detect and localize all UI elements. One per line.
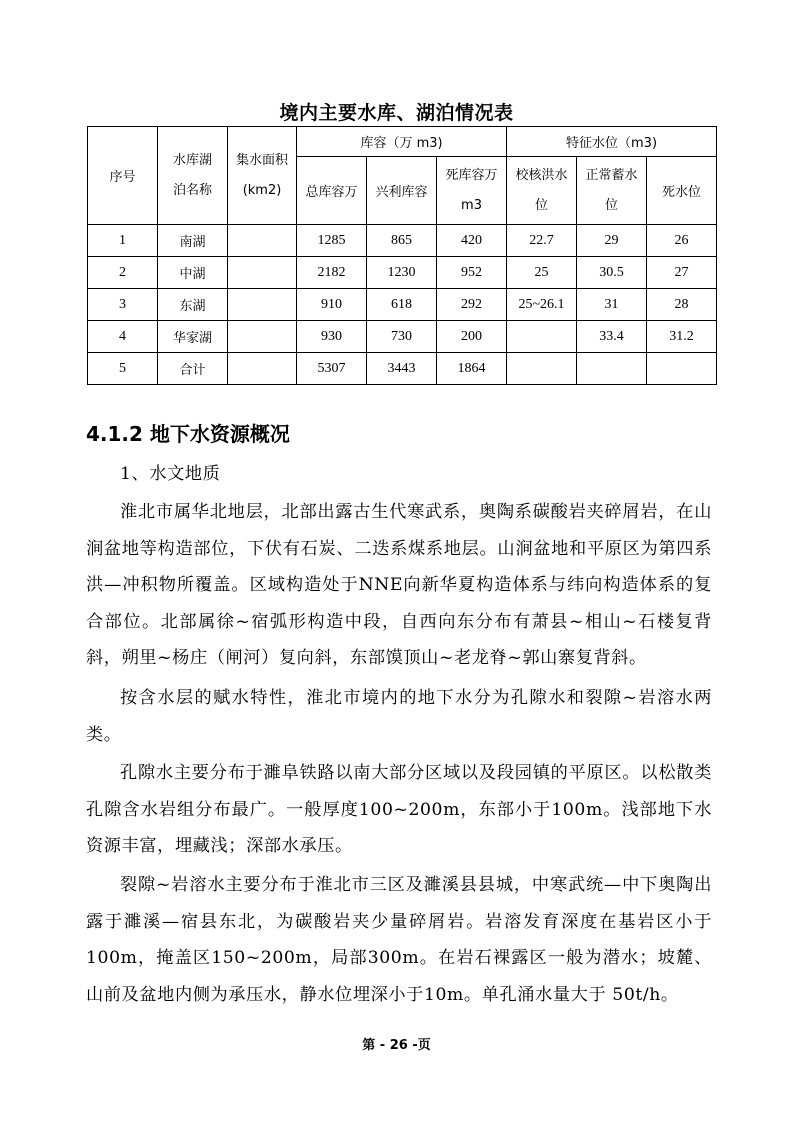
cell-usable: 3443	[367, 353, 437, 385]
cell-usable: 865	[367, 225, 437, 257]
cell-name: 南湖	[158, 225, 228, 257]
table-row	[88, 289, 717, 321]
cell-index: 3	[88, 289, 158, 321]
cell-dead: 200	[437, 321, 507, 353]
cell-usable: 1230	[367, 257, 437, 289]
paragraph: 按含水层的赋水特性，淮北市境内的地下水分为孔隙水和裂隙~岩溶水两类。	[86, 688, 712, 745]
cell-index: 1	[88, 225, 158, 257]
cell-area	[228, 225, 297, 257]
cell-dead: 1864	[437, 353, 507, 385]
cell-area	[228, 289, 297, 321]
cell-index: 2	[88, 257, 158, 289]
table-row	[88, 353, 717, 385]
cell-total: 910	[297, 289, 367, 321]
cell-area	[228, 257, 297, 289]
paragraph: 孔隙水主要分布于濉阜铁路以南大部分区域以及段园镇的平原区。以松散类孔隙含水岩组分布最广。一般厚度100~200m，东部小于100m。浅部地下水资源丰富，埋藏浅；深部水承压。	[86, 763, 712, 856]
cell-dead-level: 31.2	[647, 321, 717, 353]
cell-total: 1285	[297, 225, 367, 257]
paragraph: 裂隙~岩溶水主要分布于淮北市三区及濉溪县县城，中寒武统—中下奥陶出露于濉溪—宿县东北，为碳酸岩夹少量碎屑岩。岩溶发育深度在基岩区小于100m，掩盖区150~200m，局部300m。在岩石裸露区一般为潜水；坡麓、山前及盆地内侧为承压水，静水位埋深小于10m。单孔涌水量大于 50t/h。	[86, 875, 712, 1005]
cell-check: 25	[507, 257, 577, 289]
table-body	[88, 225, 717, 385]
cell-normal	[577, 353, 647, 385]
paragraph: 淮北市属华北地层，北部出露古生代寒武系，奥陶系碳酸岩夹碎屑岩，在山涧盆地等构造部位，下伏有石炭、二迭系煤系地层。山涧盆地和平原区为第四系洪—冲积物所覆盖。区域构造处于NNE向新华夏构造体系与纬向构造体系的复合部位。北部属徐~宿弧形构造中段，自西向东分布有萧县~相山~石楼复背斜，朔里~杨庄（闸河）复向斜，东部馍顶山~老龙脊~郭山寨复背斜。	[86, 502, 712, 668]
cell-area	[228, 353, 297, 385]
cell-total: 930	[297, 321, 367, 353]
cell-name: 合计	[158, 353, 228, 385]
cell-usable: 730	[367, 321, 437, 353]
cell-name: 华家湖	[158, 321, 228, 353]
header-capacity: 库容（万 m3)	[297, 127, 507, 157]
cell-name: 中湖	[158, 257, 228, 289]
cell-dead-level: 27	[647, 257, 717, 289]
subheading: 1、水文地质	[120, 464, 221, 484]
header-normal: 正常蓄水位	[577, 157, 647, 225]
table-row	[88, 225, 717, 257]
cell-check: 25~26.1	[507, 289, 577, 321]
cell-dead-level: 28	[647, 289, 717, 321]
header-usable: 兴利库容	[367, 157, 437, 225]
cell-total: 2182	[297, 257, 367, 289]
reservoir-table	[87, 126, 717, 385]
cell-usable: 618	[367, 289, 437, 321]
cell-normal: 29	[577, 225, 647, 257]
cell-area	[228, 321, 297, 353]
header-dead-level: 死水位	[647, 157, 717, 225]
table-row	[88, 321, 717, 353]
cell-dead: 420	[437, 225, 507, 257]
header-area: 集水面积(km2)	[228, 127, 297, 225]
header-name: 水库湖泊名称	[158, 127, 228, 225]
cell-index: 5	[88, 353, 158, 385]
table-row	[88, 257, 717, 289]
header-total: 总库容万	[297, 157, 367, 225]
header-check-flood: 校核洪水位	[507, 157, 577, 225]
cell-normal: 33.4	[577, 321, 647, 353]
cell-total: 5307	[297, 353, 367, 385]
page-number: 第 - 26 -页	[362, 1038, 431, 1053]
cell-check: 22.7	[507, 225, 577, 257]
cell-dead-level	[647, 353, 717, 385]
cell-index: 4	[88, 321, 158, 353]
cell-check	[507, 353, 577, 385]
cell-check	[507, 321, 577, 353]
header-level: 特征水位（m3)	[507, 127, 717, 157]
header-index: 序号	[88, 127, 158, 225]
cell-dead: 952	[437, 257, 507, 289]
cell-name: 东湖	[158, 289, 228, 321]
header-row-1	[88, 127, 717, 157]
cell-dead-level: 26	[647, 225, 717, 257]
section-heading: 4.1.2 地下水资源概况	[86, 422, 290, 446]
cell-normal: 30.5	[577, 257, 647, 289]
cell-normal: 31	[577, 289, 647, 321]
header-dead: 死库容万m3	[437, 157, 507, 225]
table-title: 境内主要水库、湖泊情况表	[279, 102, 514, 124]
cell-dead: 292	[437, 289, 507, 321]
